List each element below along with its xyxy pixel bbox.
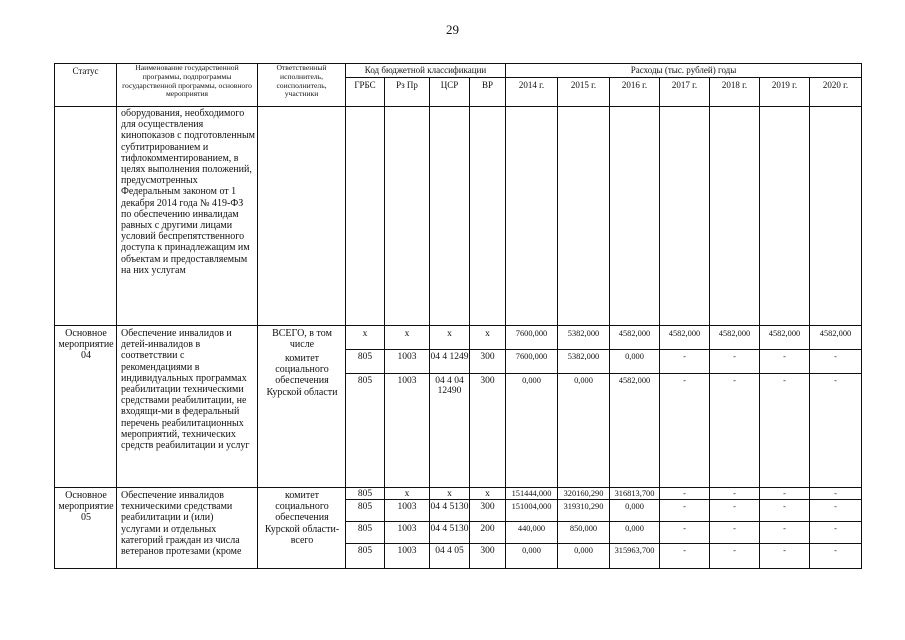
- m04-status: Основное мероприятие 04: [58, 328, 114, 362]
- expense-value-cell: 440,000: [517, 524, 546, 533]
- expense-value-cell: 0,000: [625, 352, 644, 361]
- header-status: Статус: [72, 66, 99, 76]
- expense-value-cell: -: [733, 376, 736, 385]
- expense-value-cell: -: [834, 352, 837, 361]
- page-number: 29: [446, 22, 459, 37]
- m05-executor: комитет социального обеспечения Курской области- всего: [264, 490, 340, 546]
- budget-code-cell: x: [362, 329, 368, 339]
- budget-code-cell: 805: [357, 352, 373, 362]
- header-year: 2014 г.: [518, 80, 545, 90]
- budget-code-cell: 04 4 05: [435, 546, 464, 556]
- expense-value-cell: 850,000: [569, 524, 598, 533]
- header-code-grbs: ГРБС: [354, 80, 376, 90]
- expense-value-cell: 315963,700: [614, 546, 655, 555]
- expense-value-cell: 5382,000: [567, 329, 600, 338]
- m05-status: Основное мероприятие 05: [58, 490, 114, 524]
- expense-value-cell: 7600,000: [515, 329, 548, 338]
- expense-value-cell: 0,000: [522, 546, 541, 555]
- budget-code-cell: 805: [357, 546, 373, 556]
- continuation-text: оборудования, необходимого для осуществления кинопоказов с подготовленным субтитрированием и тифлокомментированием, в целях выполнения положений, предусмотренных Федеральным законом от 1 декабря 2014 года № 419-ФЗ по обеспечению инвалидам равных с другими лицами условий беспрепятственного доступа к принадлежащим им объектам и предоставляемым на них услугам: [121, 108, 255, 276]
- expense-value-cell: -: [834, 546, 837, 555]
- budget-code-cell: 04 4 5130: [430, 524, 469, 534]
- budget-code-cell: 1003: [397, 524, 417, 534]
- budget-code-cell: 1003: [397, 502, 417, 512]
- budget-code-cell: 04 4 04 12490: [435, 376, 464, 396]
- expense-value-cell: -: [683, 376, 686, 385]
- budget-code-cell: x: [404, 329, 410, 339]
- expense-value-cell: -: [834, 489, 837, 498]
- expense-value-cell: 4582,000: [618, 329, 651, 338]
- expense-value-cell: 151444,000: [511, 489, 552, 498]
- header-code-csr: ЦСР: [440, 80, 459, 90]
- expense-value-cell: -: [783, 502, 786, 511]
- budget-code-cell: 1003: [397, 376, 417, 386]
- header-code-vr: ВР: [481, 80, 493, 90]
- expense-value-cell: -: [783, 546, 786, 555]
- budget-code-cell: 1003: [397, 546, 417, 556]
- expense-value-cell: -: [783, 489, 786, 498]
- expense-value-cell: 4582,000: [618, 376, 651, 385]
- expense-value-cell: 4582,000: [768, 329, 801, 338]
- budget-code-cell: 300: [480, 352, 495, 362]
- expense-value-cell: 5382,000: [567, 352, 600, 361]
- m04-total-label: ВСЕГО, в том числе: [272, 328, 332, 351]
- header-year: 2019 г.: [771, 80, 798, 90]
- expense-value-cell: 319310,290: [563, 502, 604, 511]
- header-name: Наименование государственной программы, подпрограммы государственной программы, основного мероприятия: [122, 63, 252, 99]
- budget-code-cell: 300: [480, 376, 495, 386]
- expense-value-cell: -: [783, 352, 786, 361]
- expense-value-cell: 316813,700: [614, 489, 655, 498]
- expense-value-cell: -: [733, 546, 736, 555]
- expense-value-cell: 0,000: [625, 524, 644, 533]
- expense-value-cell: 0,000: [522, 376, 541, 385]
- expense-value-cell: -: [683, 489, 686, 498]
- expense-value-cell: -: [733, 489, 736, 498]
- expense-value-cell: -: [683, 524, 686, 533]
- header-expenses: Расходы (тыс. рублей) годы: [630, 65, 737, 75]
- expense-value-cell: -: [834, 376, 837, 385]
- expense-value-cell: -: [683, 546, 686, 555]
- expense-value-cell: 4582,000: [668, 329, 701, 338]
- expense-value-cell: 0,000: [574, 546, 593, 555]
- header-budget-code: Код бюджетной классификации: [364, 65, 487, 75]
- expense-value-cell: -: [683, 352, 686, 361]
- budget-code-cell: 04 4 5130: [430, 502, 469, 512]
- expense-value-cell: 320160,290: [563, 489, 604, 498]
- budget-code-cell: 04 4 1249: [430, 352, 469, 362]
- budget-code-cell: 805: [357, 489, 373, 499]
- budget-code-cell: 300: [480, 502, 495, 512]
- expense-value-cell: -: [783, 524, 786, 533]
- budget-code-cell: 805: [357, 524, 373, 534]
- expense-value-cell: 7600,000: [515, 352, 548, 361]
- budget-code-cell: x: [485, 489, 490, 499]
- header-executor: Ответственный исполнитель, соисполнитель, участники: [276, 63, 327, 99]
- expense-value-cell: -: [733, 502, 736, 511]
- budget-code-cell: 805: [357, 376, 373, 386]
- header-year: 2018 г.: [721, 80, 748, 90]
- budget-code-cell: 300: [480, 546, 495, 556]
- expense-value-cell: -: [834, 502, 837, 511]
- header-year: 2016 г.: [621, 80, 648, 90]
- expense-value-cell: -: [683, 502, 686, 511]
- m04-name: Обеспечение инвалидов и детей-инвалидов в соответствии с рекомендациями в индивидуальных программах реабилитации техническими средствами реабилитации, не входящи-ми в федеральный перечень реабилитационных мероприятий, технических средств реабилитации и услуг: [121, 328, 250, 452]
- expense-value-cell: -: [783, 376, 786, 385]
- expense-value-cell: 0,000: [625, 502, 644, 511]
- header-year: 2015 г.: [570, 80, 597, 90]
- expense-value-cell: 0,000: [574, 376, 593, 385]
- expense-value-cell: -: [834, 524, 837, 533]
- budget-code-cell: 200: [480, 524, 495, 534]
- header-year: 2017 г.: [671, 80, 698, 90]
- expense-value-cell: -: [733, 524, 736, 533]
- header-year: 2020 г.: [822, 80, 849, 90]
- header-code-rzpr: Рз Пр: [396, 80, 418, 90]
- expense-value-cell: 4582,000: [819, 329, 852, 338]
- budget-code-cell: x: [447, 329, 452, 339]
- budget-code-cell: x: [485, 329, 490, 339]
- budget-code-cell: 1003: [397, 352, 417, 362]
- m04-executor: комитет социального обеспечения Курской области: [266, 353, 338, 398]
- expense-value-cell: 151004,000: [511, 502, 552, 511]
- expense-value-cell: -: [733, 352, 736, 361]
- budget-code-cell: 805: [357, 502, 373, 512]
- expense-value-cell: 4582,000: [718, 329, 751, 338]
- budget-code-cell: x: [404, 489, 410, 499]
- m05-name: Обеспечение инвалидов техническими средствами реабилитации и (или) услугами и отдельных категорий граждан из числа ветеранов протезами (кроме: [121, 490, 242, 558]
- budget-code-cell: x: [447, 489, 452, 499]
